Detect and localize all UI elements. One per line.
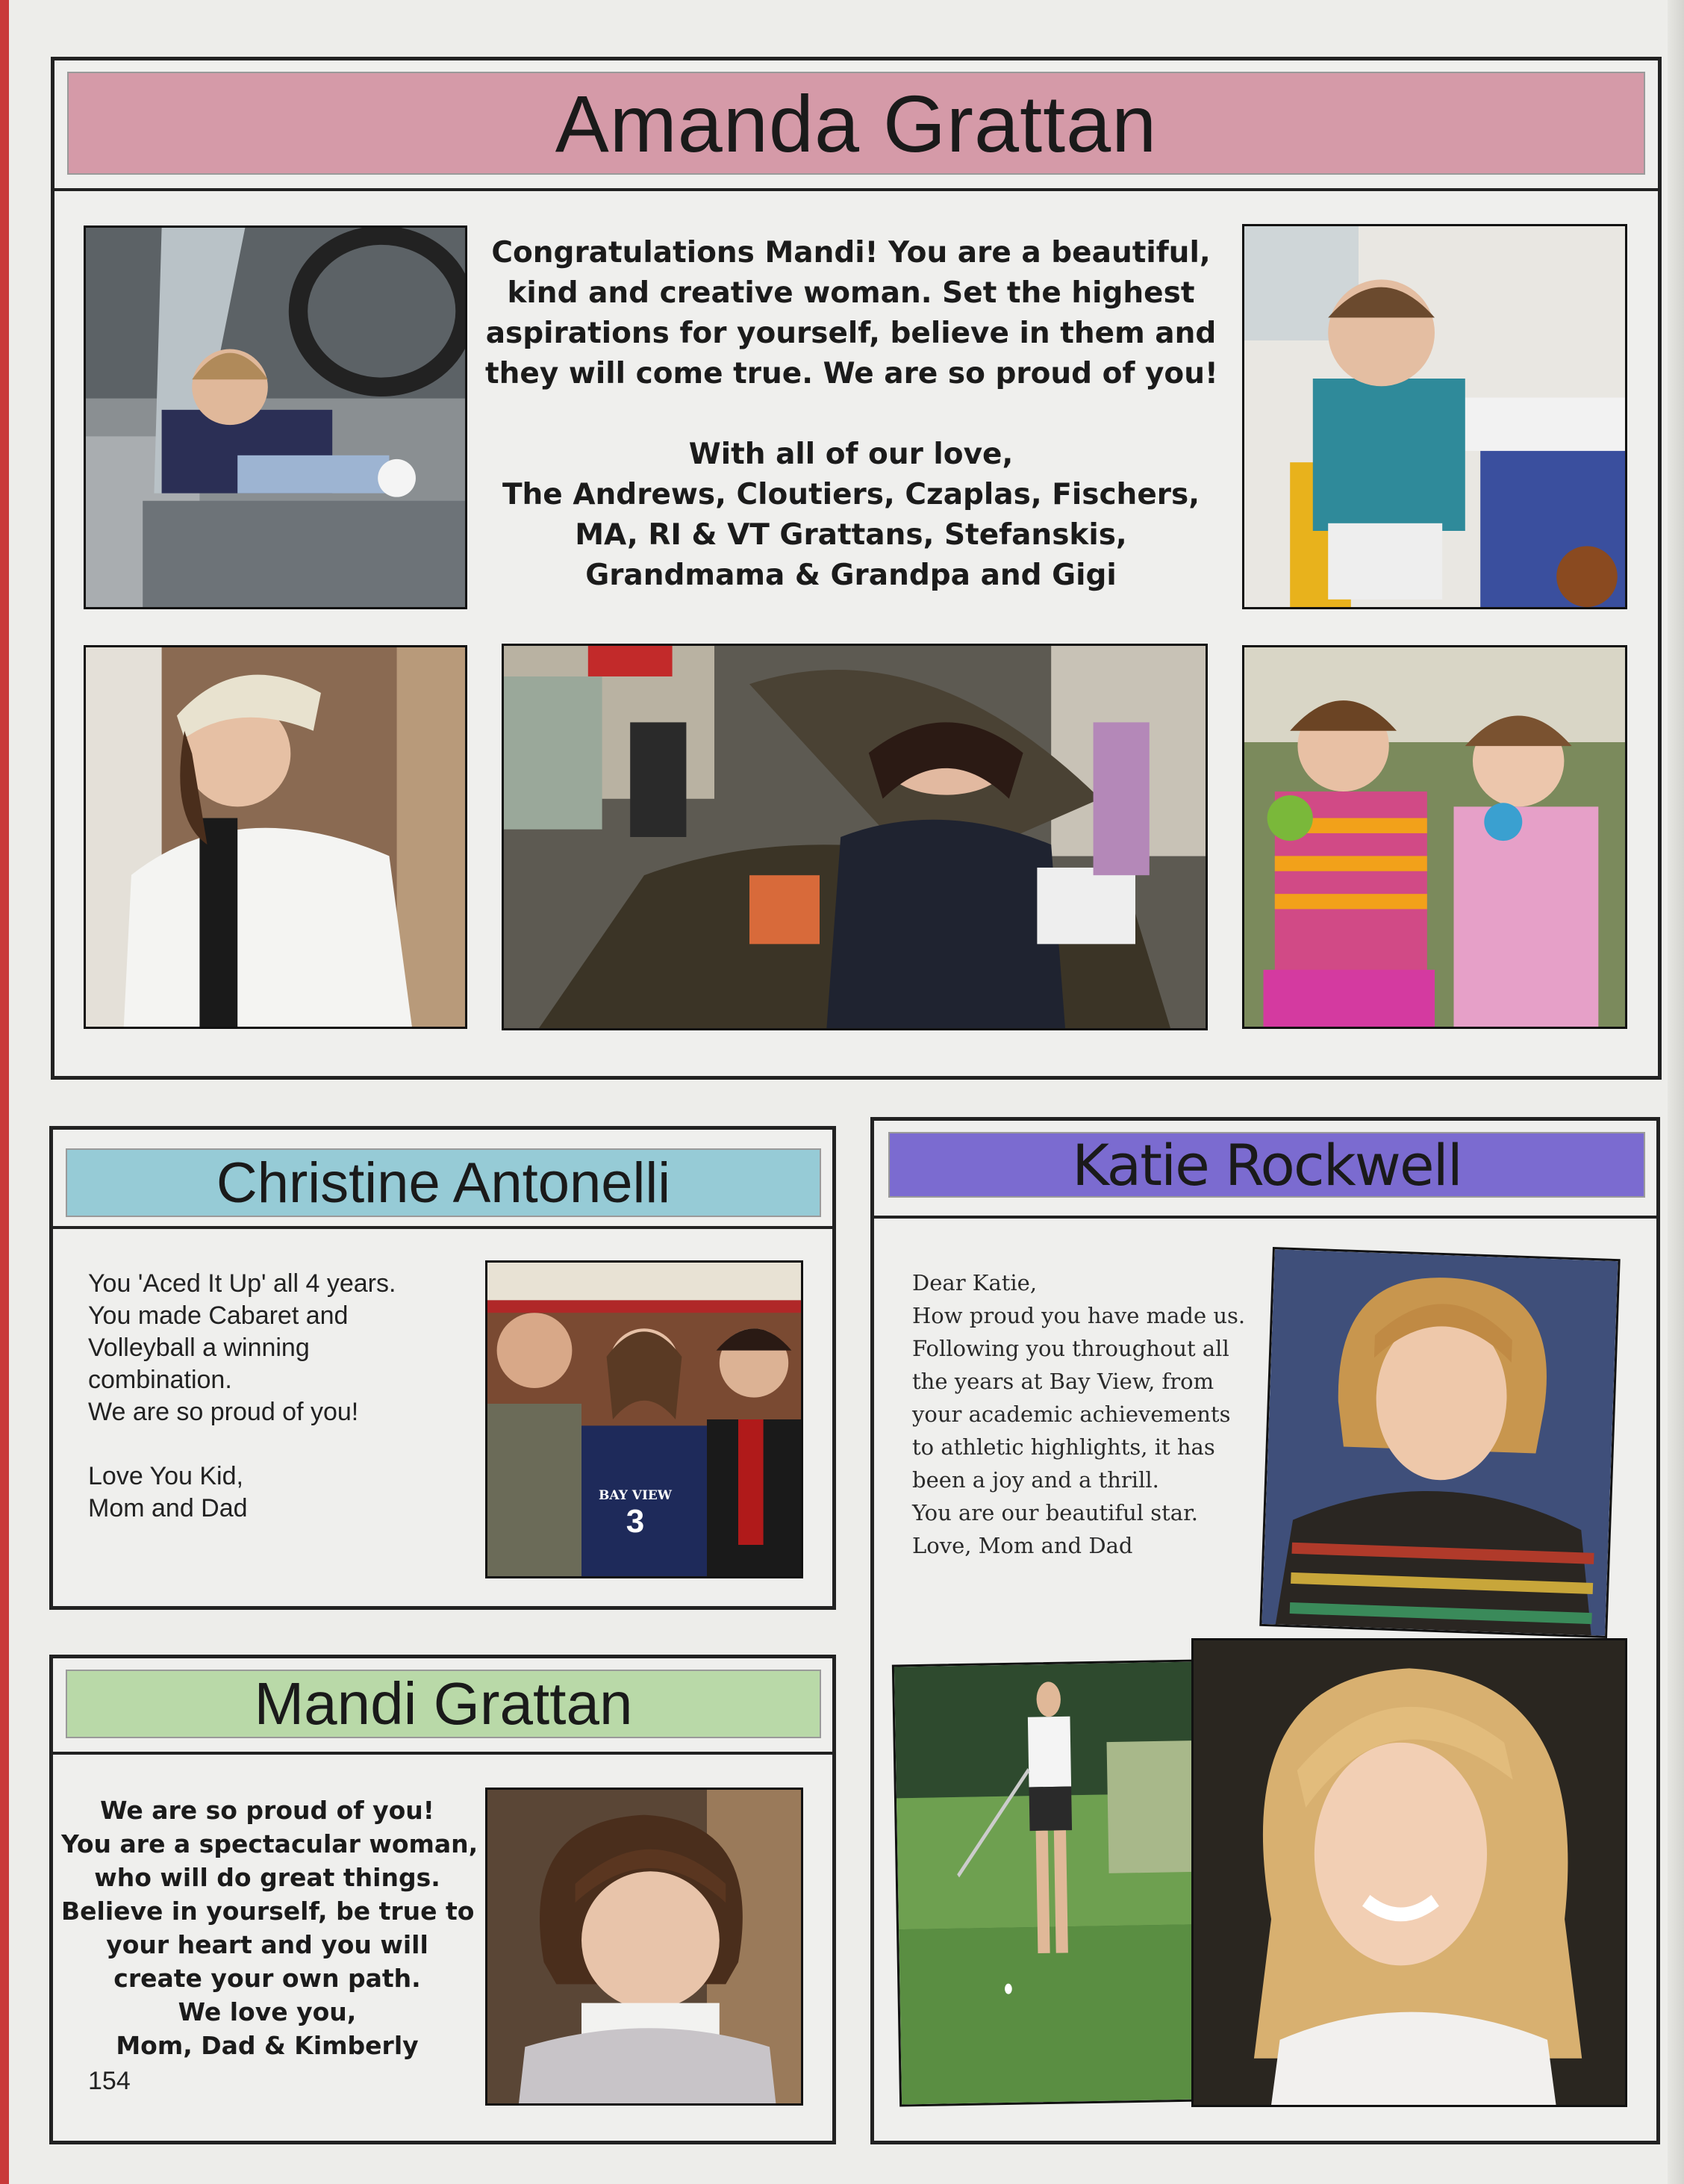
mandi-name: Mandi Grattan [254,1670,633,1737]
katie-name: Katie Rockwell [1072,1131,1462,1198]
amanda-message [485,233,1217,596]
amanda-photo-baby-driving [84,225,467,609]
amanda-message-line: they will come true. We are so proud of you! [485,357,1218,391]
christine-name-banner [66,1148,821,1217]
mandi-message-line: who will do great things. [94,1863,440,1892]
page-binding-shadow [1668,0,1684,2184]
christine-signoff-line: Love You Kid, [88,1462,243,1490]
amanda-message-line: kind and creative woman. Set the highest [507,276,1195,310]
page-number: 154 [88,2067,131,2095]
christine-header-divider [51,1226,835,1229]
mandi-message-line: You are a spectacular woman, [61,1829,478,1858]
katie-message [912,1266,1256,1562]
christine-name: Christine Antonelli [216,1151,671,1215]
amanda-photo-toddler-table [1242,224,1627,609]
christine-message-line: You made Cabaret and [88,1301,349,1330]
christine-photo-volleyball [485,1260,803,1578]
katie-photo-senior-portrait [1191,1638,1627,2107]
christine-message [88,1268,476,1525]
mandi-message-line: Mom, Dad & Kimberly [116,2031,419,2060]
christine-signoff-line: Mom and Dad [88,1494,248,1522]
katie-message-line: been a joy and a thrill. [912,1467,1159,1493]
amanda-header-divider [52,188,1660,191]
mandi-message-line: We love you, [178,1997,357,2026]
katie-message-line: Love, Mom and Dad [912,1533,1133,1558]
katie-message-line: How proud you have made us. [912,1303,1246,1328]
amanda-photo-statue [502,644,1208,1030]
christine-jersey-text: BAY VIEW [599,1488,672,1503]
amanda-photo-girl-hat [84,645,467,1029]
amanda-name-banner [67,72,1645,175]
mandi-message [61,1793,478,2062]
christine-message-line: combination. [88,1366,232,1394]
christine-message-line: Volleyball a winning [88,1334,310,1362]
christine-message-line: We are so proud of you! [88,1398,359,1426]
amanda-photo-two-girls [1242,645,1627,1029]
christine-jersey-number: 3 [626,1503,645,1540]
page-left-edge [0,0,9,2184]
amanda-signoff-line: The Andrews, Cloutiers, Czaplas, Fischers, [502,478,1200,511]
katie-message-line: Dear Katie, [912,1270,1038,1295]
mandi-message-line: your heart and you will [106,1930,428,1959]
mandi-message-line: We are so proud of you! [100,1796,434,1825]
amanda-message-line: aspirations for yourself, believe in them and [485,317,1217,350]
amanda-name: Amanda Grattan [555,78,1158,169]
katie-message-line: your academic achievements [912,1401,1231,1427]
katie-message-line: to athletic highlights, it has [912,1434,1215,1460]
katie-message-line: Following you throughout all [912,1336,1229,1361]
katie-message-line: the years at Bay View, from [912,1369,1214,1394]
katie-name-banner [888,1132,1645,1198]
amanda-signoff-line: Grandmama & Grandpa and Gigi [585,559,1117,592]
katie-header-divider [872,1216,1659,1219]
amanda-signoff-line: With all of our love, [688,438,1014,471]
katie-photo-portrait-sweater [1259,1247,1620,1638]
mandi-message-line: Believe in yourself, be true to [61,1897,475,1926]
mandi-message-line: create your own path. [113,1964,421,1993]
amanda-message-line: Congratulations Mandi! You are a beautiful, [491,236,1211,270]
mandi-photo-child [485,1788,803,2106]
mandi-name-banner [66,1670,821,1738]
katie-message-line: You are our beautiful star. [912,1500,1198,1525]
christine-message-line: You 'Aced It Up' all 4 years. [88,1269,396,1298]
katie-photo-golf [892,1659,1206,2106]
mandi-header-divider [51,1752,835,1755]
amanda-signoff-line: MA, RI & VT Grattans, Stefanskis, [575,518,1127,552]
